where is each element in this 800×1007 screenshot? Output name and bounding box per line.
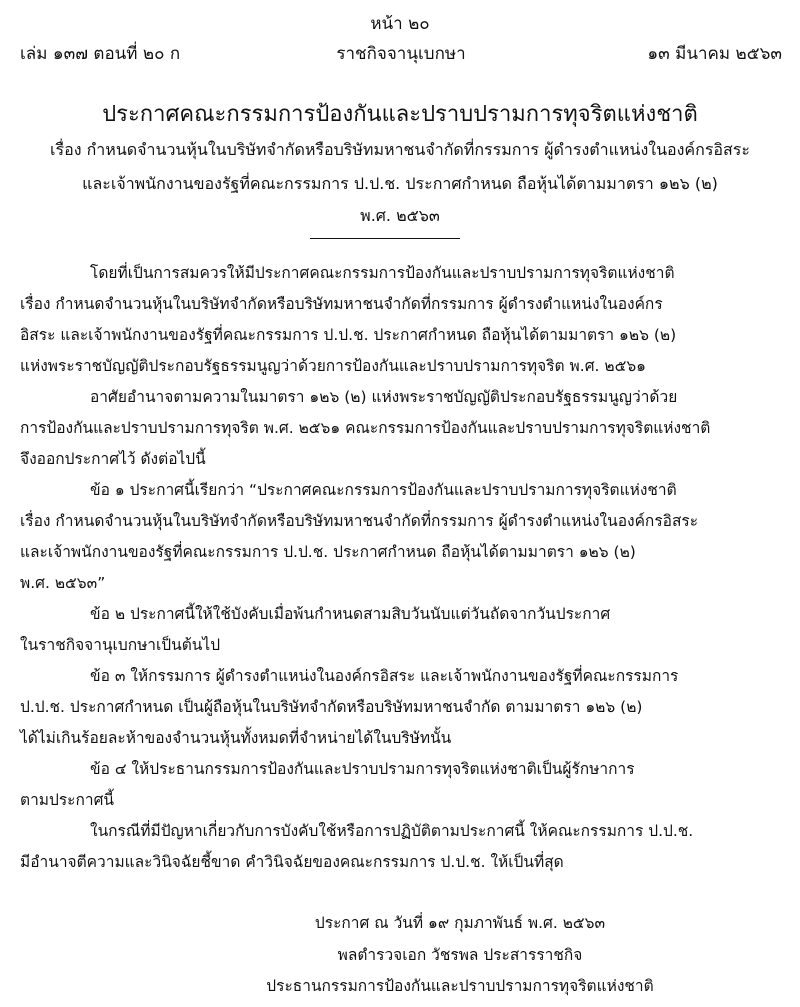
publication-name: ราชกิจจานุเบกษา (336, 44, 466, 64)
volume-issue: เล่ม ๑๓๗ ตอนที่ ๒๐ ก (20, 44, 181, 64)
signatory-name: พลตำรวจเอก วัชรพล ประสารราชกิจ (337, 946, 583, 964)
announcement-date: ประกาศ ณ วันที่ ๑๙ กุมภาพันธ์ พ.ศ. ๒๕๖๓ (314, 914, 606, 932)
title-divider (310, 238, 460, 239)
subject-line: เรื่อง กำหนดจำนวนหุ้นในบริษัทจำกัดหรือบริษัทมหาชนจำกัดที่กรรมการ ผู้ดำรงตำแหน่งในองค์กรอิสระ (50, 140, 750, 159)
body-line: แห่งพระราชบัญญัติประกอบรัฐธรรมนูญว่าด้วยการป้องกันและปราบปรามการทุจริต พ.ศ. ๒๕๖๑ (20, 357, 647, 375)
subject-year: พ.ศ. ๒๕๖๓ (360, 206, 440, 225)
body-line: ได้ไม่เกินร้อยละห้าของจำนวนหุ้นทั้งหมดที่จำหน่ายได้ในบริษัทนั้น (20, 729, 452, 747)
body-line: เรื่อง กำหนดจำนวนหุ้นในบริษัทจำกัดหรือบริษัทมหาชนจำกัดที่กรรมการ ผู้ดำรงตำแหน่งในองค์กร (20, 295, 663, 313)
page-number: หน้า ๒๐ (370, 14, 430, 34)
body-line: เรื่อง กำหนดจำนวนหุ้นในบริษัทจำกัดหรือบริษัทมหาชนจำกัดที่กรรมการ ผู้ดำรงตำแหน่งในองค์กรอิสระ (20, 512, 699, 530)
clause-2: ข้อ ๒ ประกาศนี้ให้ใช้บังคับเมื่อพ้นกำหนดสามสิบวันนับแต่วันถัดจากวันประกาศ (90, 605, 611, 623)
gazette-header (20, 40, 782, 66)
signatory-position: ประธานกรรมการป้องกันและปราบปรามการทุจริตแห่งชาติ (266, 977, 654, 995)
body-line: พ.ศ. ๒๕๖๓” (20, 574, 106, 592)
body-line: อิสระ และเจ้าพนักงานของรัฐที่คณะกรรมการ ป.ป.ช. ประกาศกำหนด ถือหุ้นได้ตามมาตรา ๑๒๖ (๒) (20, 326, 677, 344)
publication-date: ๑๓ มีนาคม ๒๕๖๓ (647, 44, 782, 64)
announcement-title: ประกาศคณะกรรมการป้องกันและปราบปรามการทุจริตแห่งชาติ (102, 102, 698, 127)
clause-1: ข้อ ๑ ประกาศนี้เรียกว่า “ประกาศคณะกรรมการป้องกันและปราบปรามการทุจริตแห่งชาติ (90, 481, 677, 499)
body-line: และเจ้าพนักงานของรัฐที่คณะกรรมการ ป.ป.ช. ประกาศกำหนด ถือหุ้นได้ตามมาตรา ๑๒๖ (๒) (20, 543, 636, 561)
clause-3: ข้อ ๓ ให้กรรมการ ผู้ดำรงตำแหน่งในองค์กรอิสระ และเจ้าพนักงานของรัฐที่คณะกรรมการ (90, 667, 679, 685)
body-line: ป.ป.ช. ประกาศกำหนด เป็นผู้ถือหุ้นในบริษัทจำกัดหรือบริษัทมหาชนจำกัด ตามมาตรา ๑๒๖ (๒) (20, 698, 643, 716)
body-line: ในราชกิจจานุเบกษาเป็นต้นไป (20, 636, 221, 654)
body-line: จึงออกประกาศไว้ ดังต่อไปนี้ (20, 450, 206, 468)
subject-line: และเจ้าพนักงานของรัฐที่คณะกรรมการ ป.ป.ช. ประกาศกำหนด ถือหุ้นได้ตามมาตรา ๑๒๖ (๒) (82, 174, 718, 193)
clause-4: ข้อ ๔ ให้ประธานกรรมการป้องกันและปราบปรามการทุจริตแห่งชาติเป็นผู้รักษาการ (90, 760, 635, 778)
body-line: โดยที่เป็นการสมควรให้มีประกาศคณะกรรมการป้องกันและปราบปรามการทุจริตแห่งชาติ (90, 264, 675, 282)
body-line: ในกรณีที่มีปัญหาเกี่ยวกับการบังคับใช้หรือการปฏิบัติตามประกาศนี้ ให้คณะกรรมการ ป.ป.ช. (90, 822, 694, 840)
body-line: ตามประกาศนี้ (20, 791, 114, 809)
body-line: อาศัยอำนาจตามความในมาตรา ๑๒๖ (๒) แห่งพระราชบัญญัติประกอบรัฐธรรมนูญว่าด้วย (90, 388, 678, 406)
body-line: การป้องกันและปราบปรามการทุจริต พ.ศ. ๒๕๖๑ คณะกรรมการป้องกันและปราบปรามการทุจริตแห่งชาติ (20, 419, 711, 437)
body-line: มีอำนาจตีความและวินิจฉัยชี้ขาด คำวินิจฉัยของคณะกรรมการ ป.ป.ช. ให้เป็นที่สุด (20, 853, 564, 871)
